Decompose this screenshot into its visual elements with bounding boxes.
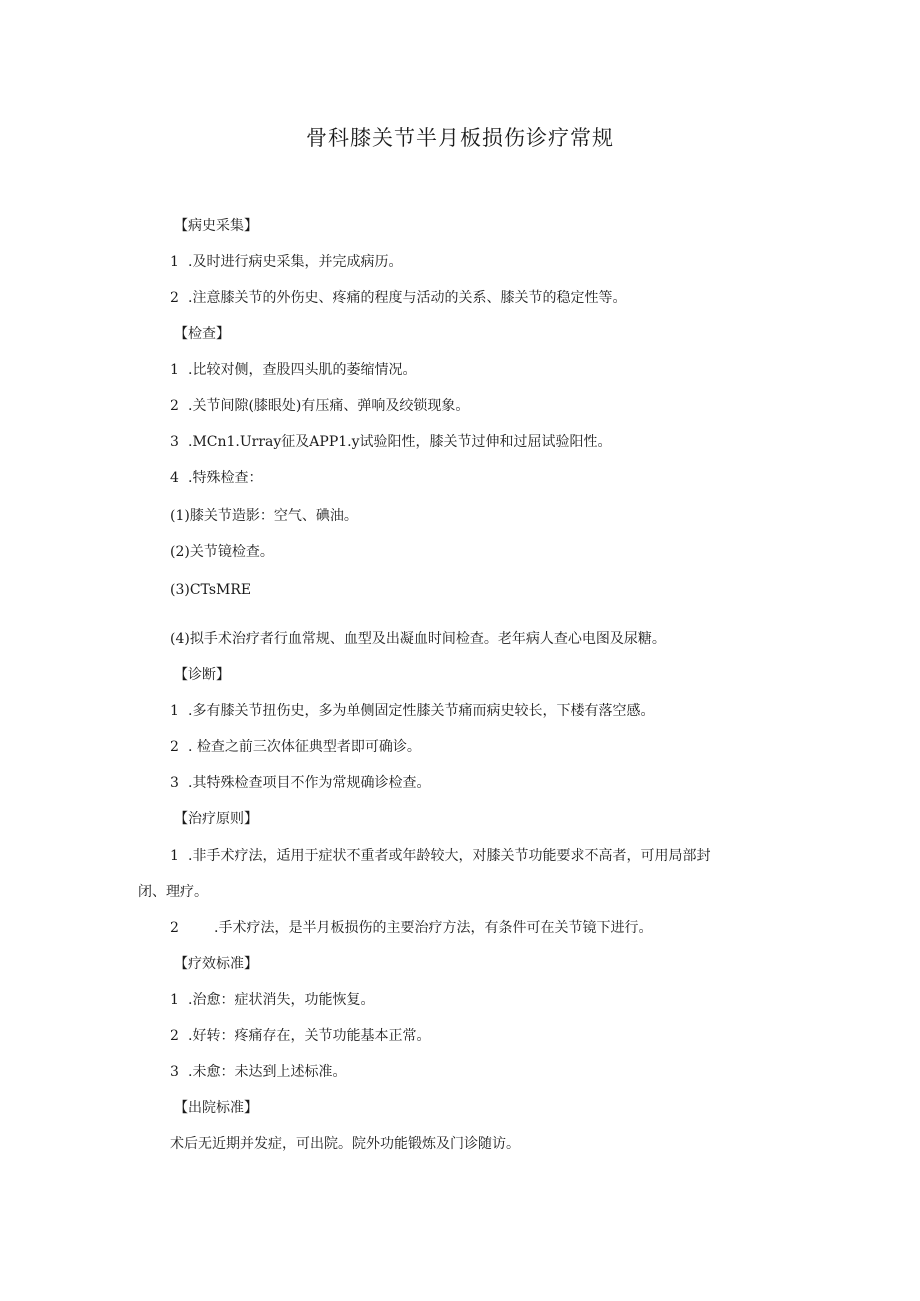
list-item <box>170 918 652 938</box>
list-item <box>170 1026 430 1046</box>
list-item <box>170 396 469 416</box>
section-heading-exam: 【检查】 <box>174 326 230 342</box>
list-item <box>170 360 416 380</box>
item-text: .特殊检查： <box>188 470 263 486</box>
item-number: 1 <box>170 703 179 719</box>
section-heading-history: 【病史采集】 <box>174 218 258 234</box>
list-item <box>170 737 421 757</box>
item-text: .多有膝关节扭伤史，多为单侧固定性膝关节痛而病史较长，下楼有落空感。 <box>188 703 655 719</box>
item-text: .及时进行病史采集，并完成病历。 <box>188 254 403 270</box>
list-item <box>170 432 612 452</box>
item-text: .未愈：未达到上述标准。 <box>188 1064 347 1080</box>
item-text: .比较对侧，查股四头肌的萎缩情况。 <box>188 362 417 378</box>
sub-item: (1)膝关节造影：空气、碘油。 <box>170 508 358 524</box>
list-item <box>170 252 402 272</box>
section-heading-efficacy: 【疗效标准】 <box>174 956 258 972</box>
list-item <box>170 701 654 721</box>
page-title: 骨科膝关节半月板损伤诊疗常规 <box>306 126 614 150</box>
list-item <box>170 846 710 866</box>
item-text: .好转：疼痛存在，关节功能基本正常。 <box>188 1028 431 1044</box>
section-heading-diagnosis: 【诊断】 <box>174 667 230 683</box>
sub-item: (3)CTsMRE <box>170 582 252 598</box>
paragraph: 术后无近期并发症，可出院。院外功能锻炼及门诊随访。 <box>170 1136 520 1152</box>
item-number: 3 <box>170 1064 179 1080</box>
list-item <box>170 990 374 1010</box>
item-text: .关节间隙(膝眼处)有压痛、弹响及绞锁现象。 <box>188 398 470 414</box>
item-text: .注意膝关节的外伤史、疼痛的程度与活动的关系、膝关节的稳定性等。 <box>188 290 627 306</box>
sub-item: (2)关节镜检查。 <box>170 544 274 560</box>
list-item <box>170 1062 346 1082</box>
item-number: 2 <box>170 398 179 414</box>
item-number: 3 <box>170 434 179 450</box>
item-text: .手术疗法，是半月板损伤的主要治疗方法，有条件可在关节镜下进行。 <box>214 920 653 936</box>
section-heading-treatment: 【治疗原则】 <box>174 811 258 827</box>
item-text: .其特殊检查项目不作为常规确诊检查。 <box>188 775 431 791</box>
item-number: 1 <box>170 362 179 378</box>
item-number: 1 <box>170 992 179 1008</box>
list-item <box>170 773 430 793</box>
item-text: .非手术疗法，适用于症状不重者或年龄较大，对膝关节功能要求不高者，可用局部封 <box>188 848 711 864</box>
item-text-continuation: 闭、理疗。 <box>138 884 208 900</box>
item-number: 2 <box>170 920 179 936</box>
item-number: 2 <box>170 290 179 306</box>
item-text: .治愈：症状消失，功能恢复。 <box>188 992 375 1008</box>
item-number: 2 <box>170 739 179 755</box>
item-number: 1 <box>170 254 179 270</box>
item-number: 3 <box>170 775 179 791</box>
item-number: 2 <box>170 1028 179 1044</box>
sub-item: (4)拟手术治疗者行血常规、血型及出凝血时间检查。老年病人查心电图及尿糖。 <box>170 631 666 647</box>
list-item <box>170 468 262 488</box>
section-heading-discharge: 【出院标准】 <box>174 1100 258 1116</box>
item-text: .MCn1.Urray征及APP1.y试验阳性，膝关节过伸和过屈试验阳性。 <box>188 434 612 450</box>
item-number: 4 <box>170 470 179 486</box>
list-item <box>170 288 626 308</box>
item-text: . 检查之前三次体征典型者即可确诊。 <box>188 739 421 755</box>
item-number: 1 <box>170 848 179 864</box>
